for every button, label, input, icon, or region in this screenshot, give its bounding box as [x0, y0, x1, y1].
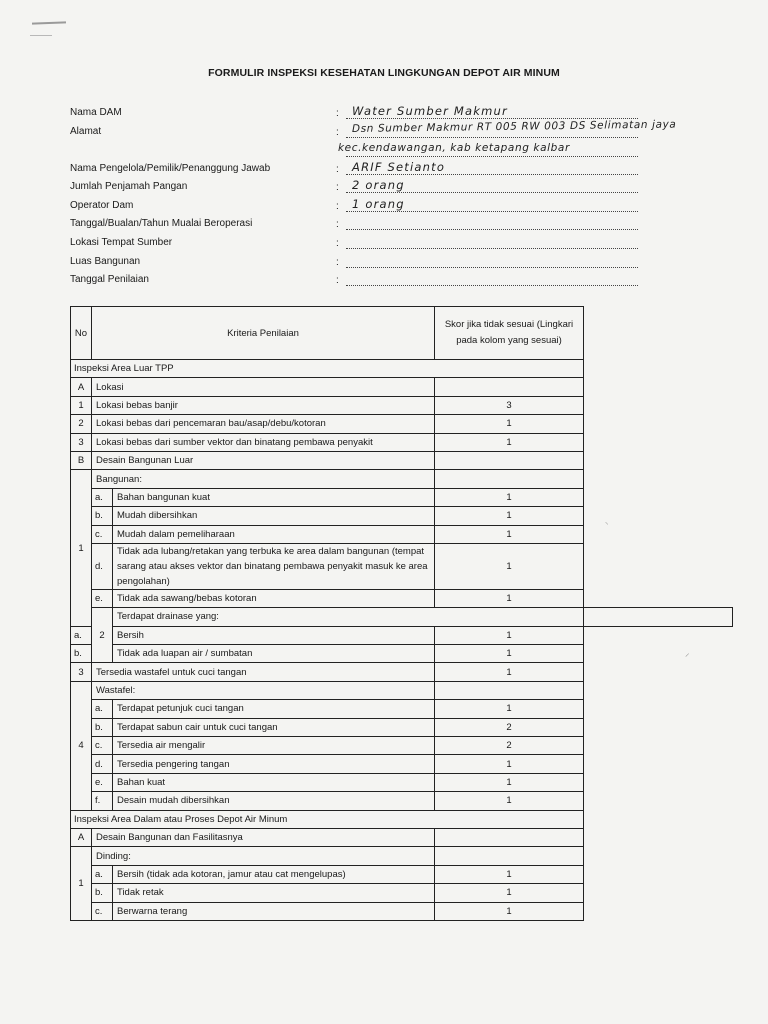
table-row — [71, 884, 733, 902]
row-text: Berwarna terang — [113, 902, 435, 920]
row-text: Tersedia wastafel untuk cuci tangan — [92, 663, 435, 681]
row-no: 1 — [71, 470, 92, 626]
info-colon: : — [336, 163, 339, 175]
handwritten-value: Water Sumber Makmur — [352, 104, 508, 118]
table-row — [71, 847, 733, 865]
table-row — [71, 773, 733, 791]
header-score: Skor jika tidak sesuai (Lingkari pada kolom yang sesuai) — [435, 307, 584, 360]
scan-artifact: ⸜ — [605, 519, 609, 526]
table-row — [71, 718, 733, 736]
table-row — [71, 865, 733, 883]
table-row — [71, 525, 733, 543]
table-row — [71, 902, 733, 920]
row-text: Bersih (tidak ada kotoran, jamur atau cat mengelupas) — [113, 865, 435, 883]
row-sub: a. — [92, 488, 113, 506]
row-score: 1 — [435, 525, 584, 543]
row-score: 1 — [435, 645, 584, 663]
row-text: Lokasi bebas dari pencemaran bau/asap/debu/kotoran — [92, 415, 435, 433]
table-row — [71, 828, 733, 846]
row-no: 4 — [71, 681, 92, 810]
row-text: Lokasi bebas dari sumber vektor dan binatang pembawa penyakit — [92, 433, 435, 451]
row-sub: a. — [71, 626, 92, 644]
row-no: 1 — [71, 847, 92, 921]
row-score — [435, 470, 584, 488]
row-no: 3 — [71, 433, 92, 451]
row-score: 1 — [435, 488, 584, 506]
section-title: Inspeksi Area Luar TPP — [71, 360, 584, 378]
row-sub: d. — [92, 755, 113, 773]
row-score — [435, 847, 584, 865]
scan-artifact — [32, 21, 66, 24]
info-row-penjamah — [70, 178, 710, 197]
row-score: 2 — [435, 718, 584, 736]
row-text: Mudah dibersihkan — [113, 507, 435, 525]
row-no: 2 — [71, 415, 92, 433]
row-text: Tersedia pengering tangan — [113, 755, 435, 773]
group-title: Dinding: — [92, 847, 435, 865]
scan-artifact: ⸝ — [685, 648, 690, 658]
row-score: 1 — [435, 884, 584, 902]
table-row — [71, 451, 733, 469]
group-title: Bangunan: — [92, 470, 435, 488]
fill-line — [346, 248, 638, 249]
row-score: 2 — [435, 737, 584, 755]
section-title: Inspeksi Area Dalam atau Proses Depot Air Minum — [71, 810, 584, 828]
row-text: Bahan kuat — [113, 773, 435, 791]
info-row-lokasi-sumber — [70, 234, 710, 253]
row-score: 1 — [435, 773, 584, 791]
fill-line — [346, 211, 638, 212]
info-label: Lokasi Tempat Sumber — [70, 236, 173, 248]
row-no: A — [71, 828, 92, 846]
row-score: 3 — [435, 396, 584, 414]
row-score — [435, 828, 584, 846]
row-sub: d. — [92, 543, 113, 589]
info-colon: : — [336, 126, 339, 138]
scan-artifact — [30, 35, 52, 36]
row-score: 1 — [435, 663, 584, 681]
fill-line — [346, 285, 638, 286]
row-text: Tidak ada lubang/retakan yang terbuka ke area dalam bangunan (tempat sarang atau akses vektor dan binatang pembawa penyakit masuk ke area pengolahan) — [113, 543, 435, 589]
info-label: Nama Pengelola/Pemilik/Penanggung Jawab — [70, 162, 271, 174]
row-sub: b. — [92, 507, 113, 525]
row-sub: a. — [92, 700, 113, 718]
row-text: Desain Bangunan dan Fasilitasnya — [92, 828, 435, 846]
row-no: 2 — [92, 608, 113, 663]
row-no: B — [71, 451, 92, 469]
handwritten-value: 2 orang — [352, 178, 405, 193]
handwritten-value: kec.kendawangan, kab ketapang kalbar — [338, 141, 570, 154]
info-row-luas-bangunan — [70, 253, 710, 272]
fill-line — [346, 267, 638, 268]
form-title: FORMULIR INSPEKSI KESEHATAN LINGKUNGAN DEPOT AIR MINUM — [208, 67, 560, 79]
row-text: Lokasi bebas banjir — [92, 396, 435, 414]
row-score: 1 — [435, 543, 584, 589]
row-sub: c. — [92, 902, 113, 920]
row-sub: c. — [92, 525, 113, 543]
row-text: Mudah dalam pemeliharaan — [113, 525, 435, 543]
row-score: 1 — [435, 755, 584, 773]
row-score: 1 — [435, 626, 584, 644]
row-score: 1 — [435, 415, 584, 433]
row-text: Lokasi — [92, 378, 435, 396]
table-row — [71, 755, 733, 773]
info-row-operator — [70, 197, 710, 216]
row-score — [584, 608, 733, 626]
table-row — [71, 543, 733, 589]
fill-line — [346, 192, 638, 193]
table-row — [71, 507, 733, 525]
group-title: Terdapat drainase yang: — [113, 608, 584, 626]
row-sub: f. — [92, 792, 113, 810]
row-score: 1 — [435, 902, 584, 920]
row-no: 1 — [71, 396, 92, 414]
info-label: Tanggal/Bualan/Tahun Mualai Beroperasi — [70, 218, 253, 230]
table-row — [71, 396, 733, 414]
info-colon: : — [336, 275, 339, 287]
fill-line — [346, 174, 638, 175]
table-row — [71, 470, 733, 488]
table-header — [71, 307, 733, 360]
section-row — [71, 810, 733, 828]
section-row — [71, 360, 733, 378]
table-row — [71, 700, 733, 718]
info-row-tanggal-penilaian — [70, 271, 710, 290]
row-score: 1 — [435, 433, 584, 451]
row-score — [435, 378, 584, 396]
info-label: Nama DAM — [70, 107, 122, 118]
group-title: Wastafel: — [92, 681, 435, 699]
row-sub: a. — [92, 865, 113, 883]
row-sub: b. — [71, 645, 92, 663]
row-score — [435, 681, 584, 699]
table-row — [71, 663, 733, 681]
row-sub: b. — [92, 718, 113, 736]
fill-line — [346, 229, 638, 230]
info-colon: : — [336, 256, 339, 268]
row-sub: c. — [92, 737, 113, 755]
row-text: Tersedia air mengalir — [113, 737, 435, 755]
info-row-pengelola — [70, 160, 710, 179]
handwritten-value: Dsn Sumber Makmur RT 005 RW 003 DS Selimatan jaya — [351, 118, 677, 135]
row-score: 1 — [435, 865, 584, 883]
row-text: Desain mudah dibersihkan — [113, 792, 435, 810]
table-row — [71, 608, 733, 626]
row-score: 1 — [435, 700, 584, 718]
row-text: Desain Bangunan Luar — [92, 451, 435, 469]
handwritten-value: ARIF Setianto — [352, 159, 446, 174]
row-text: Tidak ada luapan air / sumbatan — [113, 645, 435, 663]
table-row — [71, 792, 733, 810]
row-text: Tidak ada sawang/bebas kotoran — [113, 589, 435, 607]
row-sub: e. — [92, 589, 113, 607]
table-row — [71, 415, 733, 433]
table-row — [71, 378, 733, 396]
row-no: 3 — [71, 663, 92, 681]
row-text: Bersih — [113, 626, 435, 644]
row-text: Tidak retak — [113, 884, 435, 902]
info-label: Jumlah Penjamah Pangan — [70, 181, 188, 193]
table-row — [71, 645, 733, 663]
info-label: Tanggal Penilaian — [70, 274, 149, 286]
info-colon: : — [336, 200, 339, 212]
row-text: Bahan bangunan kuat — [113, 488, 435, 506]
info-section — [70, 104, 710, 290]
row-score: 1 — [435, 507, 584, 525]
row-text: Terdapat sabun cair untuk cuci tangan — [113, 718, 435, 736]
table-row — [71, 626, 733, 644]
info-row-alamat — [70, 118, 710, 160]
row-score: 1 — [435, 792, 584, 810]
table-row — [71, 681, 733, 699]
info-label: Alamat — [70, 125, 102, 137]
info-colon: : — [336, 237, 339, 249]
row-score: 1 — [435, 589, 584, 607]
table-row — [71, 737, 733, 755]
row-no: A — [71, 378, 92, 396]
fill-line — [346, 156, 638, 157]
info-label: Operator Dam — [70, 199, 134, 211]
table-row — [71, 488, 733, 506]
info-colon: : — [336, 219, 339, 231]
fill-line — [346, 137, 638, 138]
handwritten-value: 1 orang — [352, 196, 405, 211]
info-colon: : — [336, 182, 339, 194]
info-label: Luas Bangunan — [70, 255, 141, 267]
header-criteria: Kriteria Penilaian — [92, 307, 435, 360]
row-score — [435, 451, 584, 469]
header-no: No — [71, 307, 92, 360]
table-row — [71, 589, 733, 607]
row-sub: b. — [92, 884, 113, 902]
row-text: Terdapat petunjuk cuci tangan — [113, 700, 435, 718]
row-sub: e. — [92, 773, 113, 791]
criteria-table — [70, 306, 733, 921]
table-row — [71, 433, 733, 451]
info-row-tanggal-operasi — [70, 215, 710, 234]
info-colon: : — [336, 108, 339, 119]
